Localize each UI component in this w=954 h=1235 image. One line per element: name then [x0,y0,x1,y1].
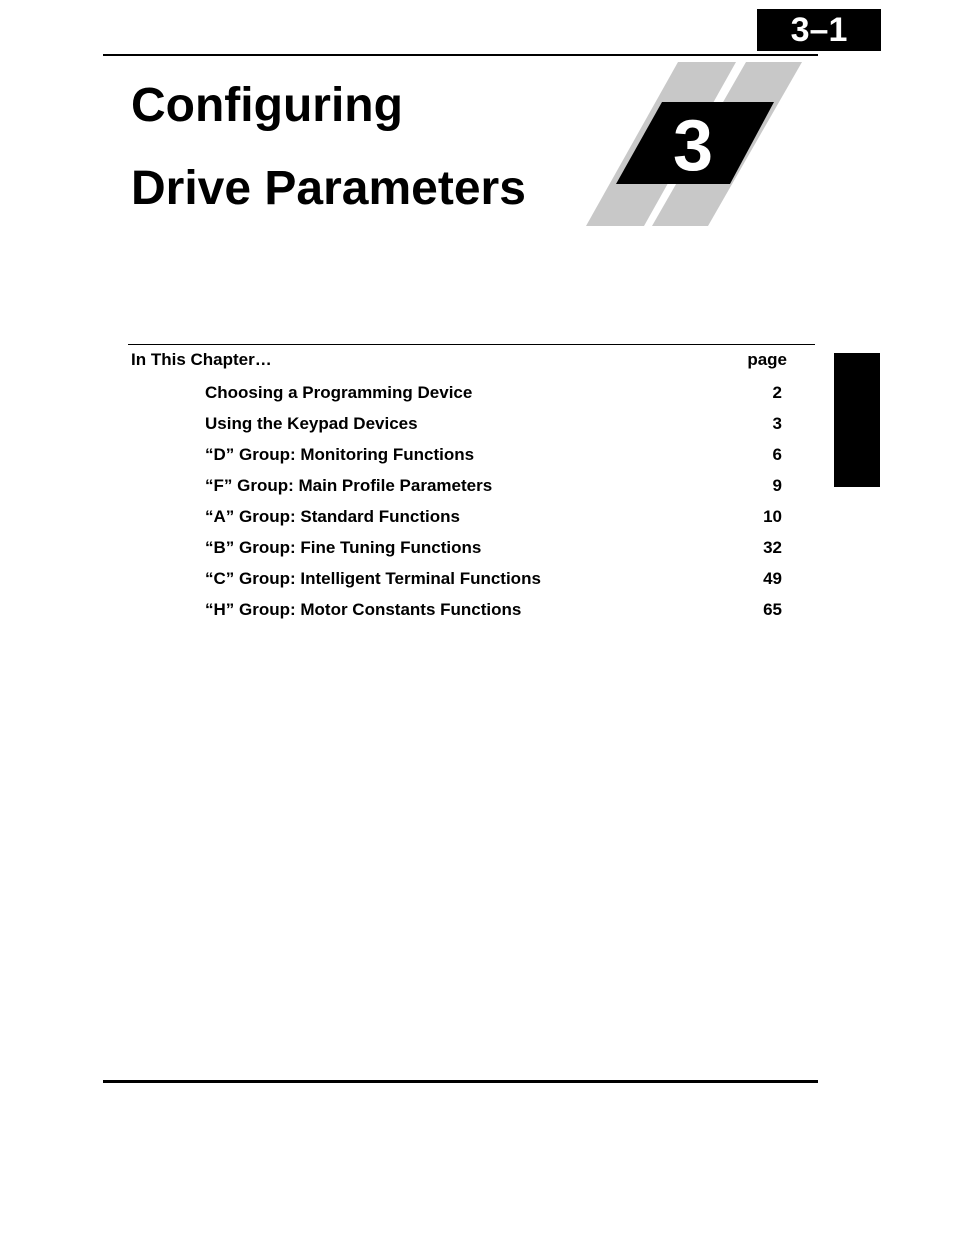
toc-entry-title: Using the Keypad Devices [205,414,418,433]
toc-entry-title: “B” Group: Fine Tuning Functions [205,538,482,557]
toc-rule [128,344,815,345]
toc-entry-title: “F” Group: Main Profile Parameters [205,476,493,495]
toc-entry[interactable] [205,599,782,630]
toc-entry-title: “D” Group: Monitoring Functions [205,445,475,464]
toc-entry[interactable] [205,475,782,506]
toc-entry[interactable] [205,537,782,568]
toc-entry[interactable] [205,506,782,537]
toc-page-column-label: page [747,350,787,369]
toc-entry-title: “C” Group: Intelligent Terminal Functions [205,569,541,588]
header-rule [103,54,818,56]
footer-rule [103,1080,818,1083]
toc-entry-page: 65 [763,600,782,619]
toc-heading: In This Chapter… [131,350,272,369]
toc-entry-title: Choosing a Programming Device [205,383,473,402]
toc-entry-page: 32 [763,538,782,557]
toc-list [205,382,782,630]
toc-header [131,349,787,371]
toc-entry[interactable] [205,568,782,599]
toc-entry-page: 3 [772,414,782,433]
chapter-title-line-1: Configuring [131,79,403,132]
toc-entry-page: 2 [772,383,782,402]
toc-entry-page: 10 [763,507,782,526]
toc-entry[interactable] [205,382,782,413]
toc-entry-page: 6 [772,445,782,464]
toc-entry-page: 49 [763,569,782,588]
toc-entry-title: “A” Group: Standard Functions [205,507,460,526]
chapter-number: 3 [672,106,714,186]
chapter-title-line-2: Drive Parameters [131,162,526,215]
toc-entry-title: “H” Group: Motor Constants Functions [205,600,522,619]
page-number: 3–1 [757,9,881,51]
toc-entry[interactable] [205,444,782,475]
chapter-number-graphic [586,62,806,226]
toc-entry-page: 9 [772,476,782,495]
toc-entry[interactable] [205,413,782,444]
chapter-side-tab [834,353,880,487]
